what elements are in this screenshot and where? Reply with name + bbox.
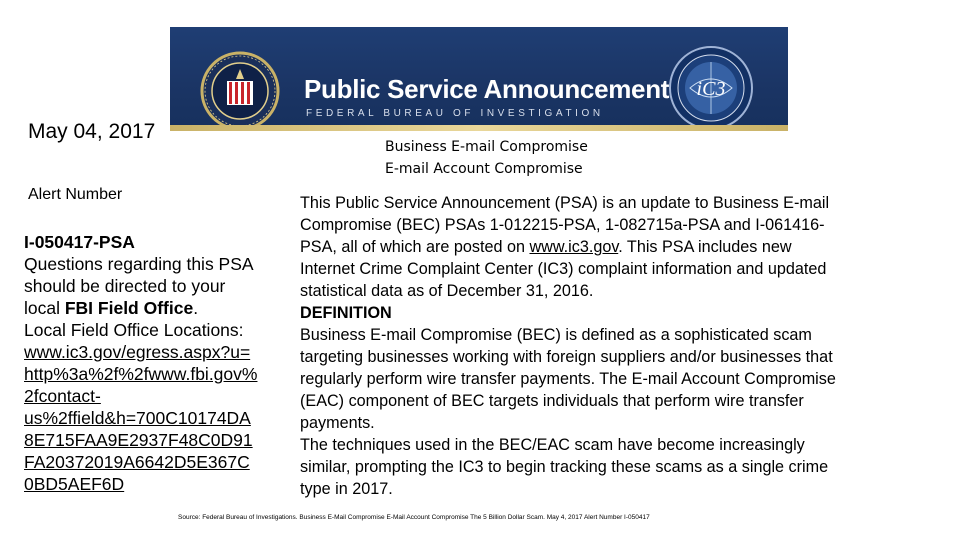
field-office-link-line[interactable]: http%3a%2f%2fwww.fbi.gov% — [24, 364, 258, 384]
field-office-link-line[interactable]: 0BD5AEF6D — [24, 474, 125, 494]
questions-text-line2: should be directed to your — [24, 276, 226, 296]
svg-text:iC3: iC3 — [696, 78, 726, 100]
definition-line: targeting businesses working with foreign suppliers and/or businesses that — [300, 348, 833, 366]
definition-line: regularly perform wire transfer payments. The E-mail Account Compromise — [300, 370, 836, 388]
techniques-line: similar, prompting the IC3 to begin tracking these scams as a single crime — [300, 458, 829, 476]
topic-heading-line1: Business E-mail Compromise — [385, 139, 588, 155]
field-office-link-line[interactable]: www.ic3.gov/egress.aspx?u= — [24, 342, 251, 362]
left-column — [24, 231, 296, 495]
field-office-link[interactable] — [24, 341, 296, 495]
psa-banner — [170, 27, 788, 131]
local-suffix: . — [193, 298, 199, 318]
alert-number: I-050417-PSA — [24, 232, 135, 252]
fbi-seal-icon — [200, 51, 280, 131]
local-prefix: local — [24, 298, 65, 318]
right-column — [300, 192, 900, 500]
intro-line: statistical data as of December 31, 2016. — [300, 282, 594, 300]
techniques-line: type in 2017. — [300, 480, 393, 498]
definition-line: payments. — [300, 414, 375, 432]
definition-line: Business E-mail Compromise (BEC) is defined as a sophisticated scam — [300, 326, 812, 344]
questions-text-line1: Questions regarding this PSA — [24, 254, 254, 274]
field-office-link-line[interactable]: FA20372019A6642D5E367C — [24, 452, 250, 472]
intro-line: This Public Service Announcement (PSA) is an update to Business E-mail — [300, 194, 830, 212]
banner-title: Public Service Announcement — [304, 74, 670, 104]
alert-date: May 04, 2017 — [28, 120, 156, 143]
local-office-line — [24, 297, 296, 319]
fbi-field-office-text: FBI Field Office — [64, 298, 194, 318]
techniques-line: The techniques used in the BEC/EAC scam have become increasingly — [300, 436, 805, 454]
intro-line: Compromise (BEC) PSAs 1-012215-PSA, 1-082715a-PSA and I-061416- — [300, 216, 825, 234]
definition-line: (EAC) component of BEC targets individuals that perform wire transfer — [300, 392, 804, 410]
field-office-link-line[interactable]: 8E715FAA9E2937F48C0D91 — [24, 430, 253, 450]
intro-text: . This PSA includes new — [618, 238, 792, 256]
field-office-locations-label: Local Field Office Locations: — [24, 320, 244, 340]
alert-number-label: Alert Number — [28, 186, 123, 203]
topic-heading — [385, 136, 588, 180]
topic-heading-line2: E-mail Account Compromise — [385, 161, 583, 177]
banner-subtitle: FEDERAL BUREAU OF INVESTIGATION — [306, 108, 604, 119]
source-citation: Source: Federal Bureau of Investigations. Business E-Mail Compromise E-Mail Account Compromise The 5 Billion Dollar Scam. May 4, 2017 Alert Number I-050417 — [178, 514, 650, 521]
ic3-website-link[interactable]: www.ic3.gov — [529, 238, 619, 256]
ic3-seal-icon — [668, 45, 754, 131]
field-office-link-line[interactable]: 2fcontact- — [24, 386, 101, 406]
intro-line: Internet Crime Complaint Center (IC3) complaint information and updated — [300, 260, 827, 278]
intro-line — [300, 236, 900, 258]
field-office-link-line[interactable]: us%2ffield&h=700C10174DA — [24, 408, 251, 428]
banner-stripe — [170, 125, 788, 131]
definition-heading: DEFINITION — [300, 304, 392, 322]
intro-text: PSA, all of which are posted on — [300, 238, 530, 256]
